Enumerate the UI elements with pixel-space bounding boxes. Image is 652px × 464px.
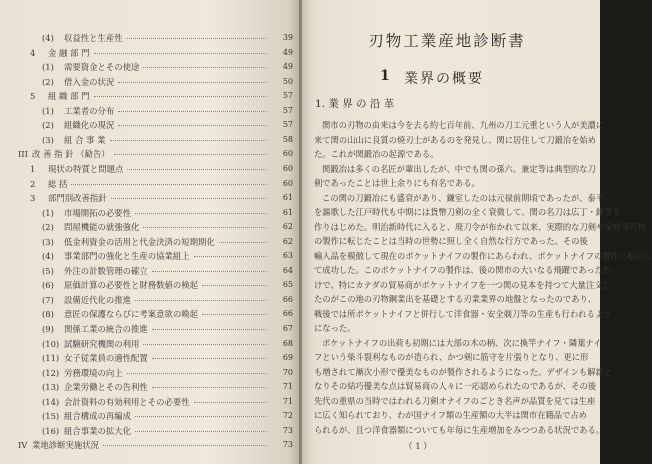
toc-dot-leader [219, 242, 266, 243]
toc-dot-leader [202, 285, 266, 286]
toc-dot-leader [152, 358, 266, 359]
toc-entry-number: 5 [30, 91, 36, 102]
toc-entry-page: 66 [282, 294, 293, 304]
body-line: フという柴斗裂利なものが造られ、かつ剣に筋守を片張りとなり、更に形 [314, 352, 589, 362]
toc-dot-leader [202, 314, 266, 315]
toc-entry-number: (13) [42, 382, 60, 393]
toc-entry-label: 組合構成の再編成 [64, 411, 131, 422]
body-line: 関鍛冶は多くの名匠が輩出したが、中でも関の孫六、兼定等は典型的な刀 [322, 163, 596, 174]
toc-entry-page: 57 [282, 120, 293, 130]
toc-entry-number: (15) [42, 411, 60, 422]
body-line: の製作に転じたことは当時の世勢に照し全く自然な行方であった。その後 [314, 236, 588, 246]
toc-entry-number: 4 [30, 47, 36, 58]
toc-dot-leader [118, 111, 266, 112]
body-line: 戦後では所ポケットナイフと併行して洋食器・安全剃刀等の生産も行われるよう [314, 308, 612, 319]
toc-entry-page: 49 [282, 62, 293, 72]
toc-entry-number: (2) [42, 222, 54, 233]
toc-entry-number: (14) [42, 396, 60, 407]
body-line: ポケットナイフの出荷も初期には大部の木の柄、次に換竿ナイフ・隣葉ナイ [322, 337, 602, 348]
toc-entry-number: 1 [30, 163, 36, 174]
toc-entry-label: 組 合 事 業 [64, 134, 106, 145]
body-line: この関の刀鍛冶にも盛衰があり、鎌室したのは元禄前期頃であったが、泰平 [322, 192, 605, 203]
toc-entry-label: 意匠の保護ならびに考案意欲の喚起 [64, 309, 198, 320]
toc-entry-label: 事業部門の強化と生産の協業組上 [64, 251, 190, 262]
body-line: になった。 [314, 323, 356, 333]
toc-entry-label: 企業労働とその告利性 [64, 382, 148, 393]
toc-entry-page: 72 [282, 411, 293, 421]
body-line: 先代の重県の当時ではわれる刀剣オナイフのごとき名声が品質を見ては生座 [314, 395, 596, 406]
toc-entry-label: 総 括 [48, 178, 68, 189]
toc-dot-leader [110, 140, 266, 141]
toc-entry-page: 73 [282, 425, 293, 435]
toc-entry-number: III [18, 149, 28, 160]
toc-dot-leader [103, 445, 266, 446]
toc-entry-page: 58 [282, 134, 293, 144]
toc-dot-leader [127, 169, 266, 170]
toc-entry-label: 改 善 指 針 （勧告） [32, 149, 110, 160]
body-line: 来て関の山山に良質の焼刃土があるのを発見し、関に居住して刀鍛冶を始め [314, 134, 597, 145]
toc-dot-leader [135, 431, 266, 432]
toc-entry-label: 原価計算の必要性と財務数値の検起 [64, 280, 198, 291]
toc-entry-page: 71 [282, 382, 293, 392]
body-line: 輸入品を模倣して現在のポケットナイフの製作にあらわれ、ポケットナイフの製作に転向し [314, 250, 652, 261]
toc-entry-label: 部門別改善指針 [48, 193, 107, 204]
toc-entry-label: 関係工業の統合の推進 [64, 324, 148, 334]
toc-entry-number: (3) [42, 236, 54, 247]
toc-entry-number: (2) [42, 120, 54, 131]
toc-entry-number: (1) [42, 105, 54, 116]
toc-dot-leader [194, 402, 266, 403]
toc-entry-number: (4) [42, 33, 54, 43]
toc-entry [0, 437, 300, 453]
toc-entry-label: 外注の計数管理の確立 [64, 265, 148, 276]
toc-entry-number: (5) [42, 265, 54, 276]
toc-dot-leader [111, 198, 266, 199]
toc-entry-page: 62 [282, 236, 293, 246]
body-line: たのがこの地の刃物鋼業出を基礎とする刃業業界の地盤となったのであり、 [314, 294, 597, 304]
section-heading: 1. 業 界 の 沿 革 [315, 98, 395, 110]
toc-dot-leader [135, 416, 266, 417]
toc-dot-leader [152, 271, 266, 272]
toc-entry-number: (4) [42, 251, 54, 262]
body-line: なりその結巧優美な点は貿易商の人々に一応認められたのであるが、その後 [314, 381, 597, 391]
toc-dot-leader [143, 67, 266, 68]
table-of-contents [0, 0, 300, 464]
toc-dot-leader [94, 96, 266, 97]
toc-dot-leader [143, 344, 266, 345]
toc-entry-page: 39 [282, 33, 293, 42]
chapter-title: 業界の概要 [404, 71, 484, 87]
toc-entry-label: 設備近代化の推進 [64, 294, 131, 305]
toc-entry-page: 68 [282, 338, 293, 348]
toc-entry-page: 65 [282, 280, 293, 290]
toc-entry-page: 64 [282, 265, 293, 275]
toc-entry-number: IV [18, 440, 28, 451]
toc-entry-number: (2) [42, 76, 54, 87]
book-title: 刃物工業産地診断書 [368, 32, 526, 50]
toc-entry-number: 2 [30, 178, 36, 189]
toc-entry-page: 70 [282, 367, 293, 377]
toc-entry-page: 66 [282, 309, 293, 319]
toc-entry-page: 63 [282, 251, 293, 261]
body-line: 剣であったことは世上余りにも有名である。 [314, 178, 480, 188]
toc-entry-label: 金 融 部 門 [48, 47, 90, 58]
toc-entry-number: (16) [42, 425, 60, 436]
toc-entry-page: 67 [282, 324, 293, 333]
toc-dot-leader [135, 213, 266, 214]
toc-entry-label: 業地診断実施状況 [32, 440, 99, 451]
body-line: に広く知られており、わが国ナイフ類の生産額の大半は関市在籍品で占め [314, 410, 587, 420]
toc-dot-leader [118, 125, 266, 126]
toc-entry-page: 50 [282, 76, 293, 86]
body-line: も増されて漸次小形で優美なものが製作されるようになった。デザインも解新と [314, 366, 613, 377]
toc-entry-label: 借入金の状況 [64, 76, 115, 87]
toc-entry-label: 組織化の現況 [64, 120, 115, 131]
body-line: て成功した。このポケットナイフの製作は、後の関市の大いなる飛躍であったわ [314, 265, 612, 275]
toc-entry-page: 71 [282, 396, 293, 406]
chapter-number: 1 [380, 68, 390, 84]
toc-entry-page: 60 [282, 149, 293, 159]
toc-entry-page: 57 [282, 91, 293, 101]
toc-entry-number: (12) [42, 367, 60, 378]
toc-page [0, 0, 300, 464]
toc-entry-number: 3 [30, 193, 36, 204]
body-line: けで、特にカナダの貿易商がポケットナイフを一つ関の見本を持つて大量注文し [314, 279, 611, 290]
toc-entry-number: (1) [42, 62, 54, 73]
toc-entry-number: (11) [42, 353, 60, 364]
body-line: 関市の刃物の由来は今を去る約七百年前、九州の刀工元重という人が美濃に [322, 120, 605, 130]
toc-entry-page: 60 [282, 163, 293, 173]
toc-entry-page: 60 [282, 178, 293, 188]
toc-entry-number: (3) [42, 134, 54, 145]
toc-dot-leader [94, 53, 266, 54]
toc-dot-leader [152, 329, 266, 330]
toc-entry-page: 62 [282, 222, 293, 232]
toc-entry-label: 低金利資金の活用と代金決済の短期期化 [64, 236, 215, 247]
toc-dot-leader [127, 38, 266, 39]
toc-entry-page: 73 [282, 440, 293, 450]
toc-entry-number: (8) [42, 309, 54, 320]
toc-entry-label: 組 織 部 門 [48, 91, 90, 102]
toc-entry-number: (1) [42, 207, 54, 218]
toc-entry-label: 組合事業の拡大化 [64, 425, 131, 436]
toc-entry-label: 工業者の分布 [64, 105, 115, 116]
toc-dot-leader [114, 154, 266, 155]
toc-entry-page: 49 [282, 47, 293, 57]
toc-entry-label: 現状の特質と問題点 [48, 163, 124, 174]
toc-dot-leader [143, 227, 266, 228]
toc-entry-page: 61 [282, 193, 293, 203]
toc-entry-label: 女子従業員の適性配置 [64, 353, 148, 364]
toc-entry-number: (9) [42, 324, 54, 334]
toc-dot-leader [135, 300, 266, 301]
body-line: を謳歌した江戸時代も中期には貨幣刀剣の全く衰微して、関の名刀は広丁・鎌等を [314, 207, 621, 217]
toc-entry-number: (7) [42, 294, 54, 305]
toc-entry-label: 需要資金とその使途 [64, 62, 140, 73]
toc-entry-page: 61 [282, 207, 293, 217]
toc-entry-number: (6) [42, 280, 54, 291]
toc-entry-label: 市場開拓の必要性 [64, 207, 131, 218]
toc-entry-label: 試験研究機関の利用 [64, 338, 140, 349]
toc-entry-label: 問屋機能の就強強化 [64, 222, 140, 233]
body-line: た。これが関鍛冶の起源である。 [314, 149, 439, 159]
toc-entry-number: (10) [42, 338, 60, 349]
toc-entry-label: 会計資料の有効利用とその必要性 [64, 396, 190, 407]
toc-entry-label: 労務環境の向上 [64, 367, 123, 378]
toc-dot-leader [152, 387, 266, 388]
toc-dot-leader [71, 184, 266, 185]
toc-entry-label: 収益性と生産性 [64, 33, 123, 43]
toc-dot-leader [127, 373, 266, 374]
page-number: （ 1 ） [404, 442, 432, 452]
body-line: 作りはじめた。明治新時代に入ると、廃刀令が布かれて以来、実際的な刀剣や家庭用刃物 [314, 221, 646, 232]
toc-entry-page: 69 [282, 353, 293, 363]
body-line: られるが、且つ洋食器類についても年毎に生産増加をみつつある状況である。 [314, 424, 605, 435]
toc-entry-page: 57 [282, 105, 293, 115]
toc-dot-leader [194, 256, 266, 257]
toc-dot-leader [118, 82, 266, 83]
